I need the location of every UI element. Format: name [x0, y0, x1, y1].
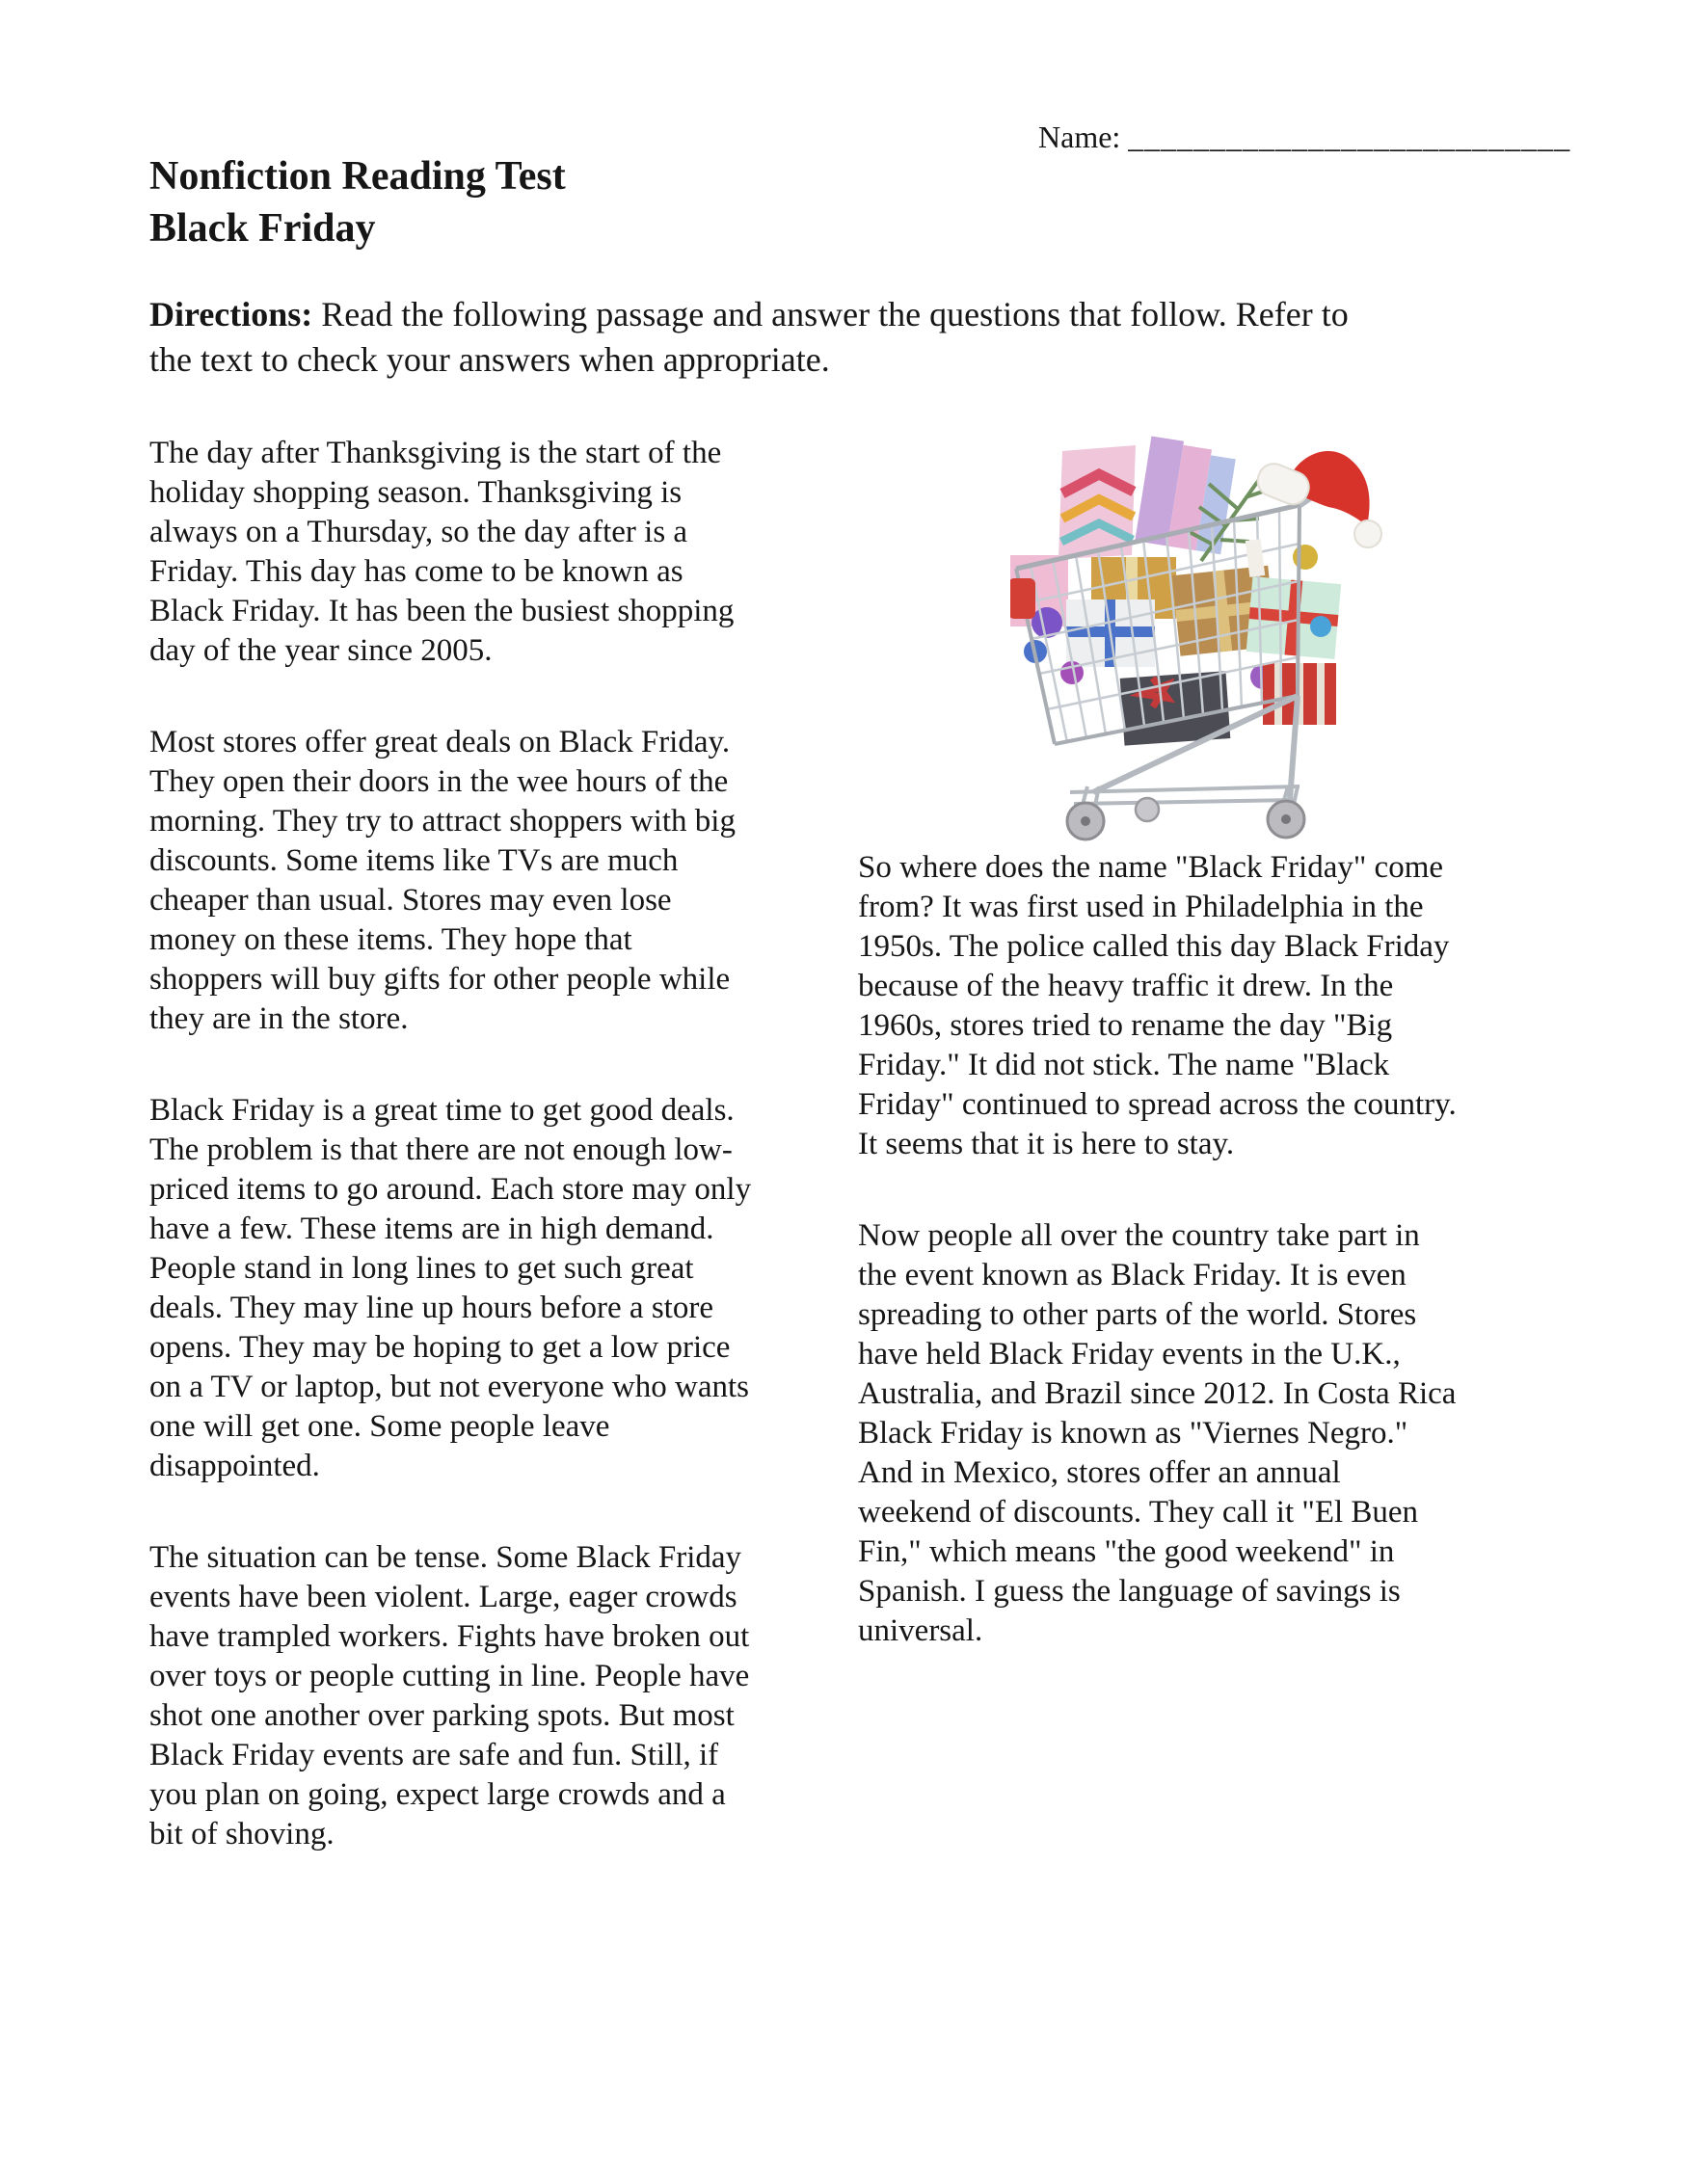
text-line: the event known as Black Friday. It is even [858, 1258, 1407, 1292]
text-line: deals. They may line up hours before a store [149, 1291, 713, 1325]
directions-label: Directions: [149, 295, 313, 333]
text-line: one will get one. Some people leave [149, 1409, 610, 1444]
text-line: And in Mexico, stores offer an annual [858, 1455, 1341, 1490]
text-line: events have been violent. Large, eager crowds [149, 1580, 737, 1614]
directions-line-1 [149, 292, 1349, 337]
text-line: you plan on going, expect large crowds and a [149, 1777, 726, 1812]
text-line: disappointed. [149, 1449, 320, 1483]
name-blank-line: ___________________________ [1128, 120, 1571, 154]
paragraph-5 [858, 848, 1542, 1164]
directions-text: Read the following passage and answer the questions that follow. Refer to [312, 295, 1349, 333]
text-line: The problem is that there are not enough low- [149, 1132, 733, 1167]
text-line: cheaper than usual. Stores may even lose [149, 883, 672, 918]
text-line: discounts. Some items like TVs are much [149, 843, 679, 878]
text-line: Friday." It did not stick. The name "Black [858, 1048, 1390, 1082]
cart-corner-bumper [1010, 578, 1035, 619]
text-line: on a TV or laptop, but not everyone who wants [149, 1370, 750, 1404]
text-line: The day after Thanksgiving is the start of the [149, 436, 722, 470]
paragraph-3 [149, 1091, 817, 1486]
text-line: they are in the store. [149, 1001, 409, 1036]
text-line: Fin," which means "the good weekend" in [858, 1534, 1395, 1569]
cart-figure [1010, 434, 1388, 848]
paragraph-1 [149, 434, 817, 671]
text-line: money on these items. They hope that [149, 922, 632, 957]
text-line: bit of shoving. [149, 1817, 335, 1851]
text-line: spreading to other parts of the world. Stores [858, 1297, 1417, 1332]
text-line: from? It was first used in Philadelphia in the [858, 890, 1424, 924]
text-line: have trampled workers. Fights have broken out [149, 1619, 750, 1654]
text-line: weekend of discounts. They call it "El Buen [858, 1495, 1419, 1530]
text-line: always on a Thursday, so the day after is a [149, 515, 688, 549]
text-line: over toys or people cutting in line. People have [149, 1659, 750, 1693]
text-line: They open their doors in the wee hours of the [149, 764, 729, 799]
passage-right-column [858, 434, 1542, 1703]
paragraph-2 [149, 723, 817, 1039]
text-line: Friday. This day has come to be known as [149, 554, 683, 589]
passage [149, 434, 1542, 1906]
text-line: because of the heavy traffic it drew. In the [858, 969, 1394, 1003]
text-line: 1950s. The police called this day Black Friday [858, 929, 1450, 964]
text-line: Now people all over the country take part in [858, 1218, 1420, 1253]
text-line: The situation can be tense. Some Black Friday [149, 1540, 742, 1575]
paragraph-4 [149, 1538, 817, 1854]
text-line: opens. They may be hoping to get a low price [149, 1330, 731, 1365]
text-line: morning. They try to attract shoppers with big [149, 804, 736, 839]
text-line: Black Friday events are safe and fun. Still, if [149, 1738, 719, 1772]
title-block [149, 150, 566, 254]
text-line: have held Black Friday events in the U.K., [858, 1337, 1401, 1372]
text-line: Black Friday is known as "Viernes Negro." [858, 1416, 1408, 1451]
text-line: Most stores offer great deals on Black Friday. [149, 725, 731, 759]
text-line: Friday" continued to spread across the country. [858, 1087, 1457, 1122]
text-line: It seems that it is here to stay. [858, 1127, 1235, 1161]
name-label: Name: [1038, 120, 1121, 154]
text-line: shoppers will buy gifts for other people while [149, 962, 731, 997]
worksheet-title: Nonfiction Reading Test [149, 154, 566, 199]
text-line: day of the year since 2005. [149, 633, 493, 668]
name-field [1038, 120, 1570, 155]
text-line: priced items to go around. Each store may only [149, 1172, 752, 1207]
text-line: Spanish. I guess the language of savings is [858, 1574, 1401, 1609]
text-line: Black Friday is a great time to get good deals. [149, 1093, 735, 1128]
text-line: 1960s, stores tried to rename the day "Big [858, 1008, 1393, 1043]
text-line: shot one another over parking spots. But most [149, 1698, 735, 1733]
text-line: So where does the name "Black Friday" come [858, 850, 1444, 885]
worksheet-subtitle: Black Friday [149, 206, 376, 251]
passage-left-column [149, 434, 817, 1906]
directions [149, 292, 1349, 383]
directions-line-2: the text to check your answers when appropriate. [149, 340, 830, 379]
paragraph-6 [858, 1216, 1542, 1651]
text-line: Black Friday. It has been the busiest shopping [149, 594, 735, 628]
text-line: Australia, and Brazil since 2012. In Costa Rica [858, 1376, 1457, 1411]
text-line: have a few. These items are in high demand. [149, 1212, 714, 1246]
text-line: universal. [858, 1613, 983, 1648]
text-line: holiday shopping season. Thanksgiving is [149, 475, 683, 510]
text-line: People stand in long lines to get such great [149, 1251, 694, 1286]
shopping-cart-gifts-image [1010, 434, 1388, 848]
